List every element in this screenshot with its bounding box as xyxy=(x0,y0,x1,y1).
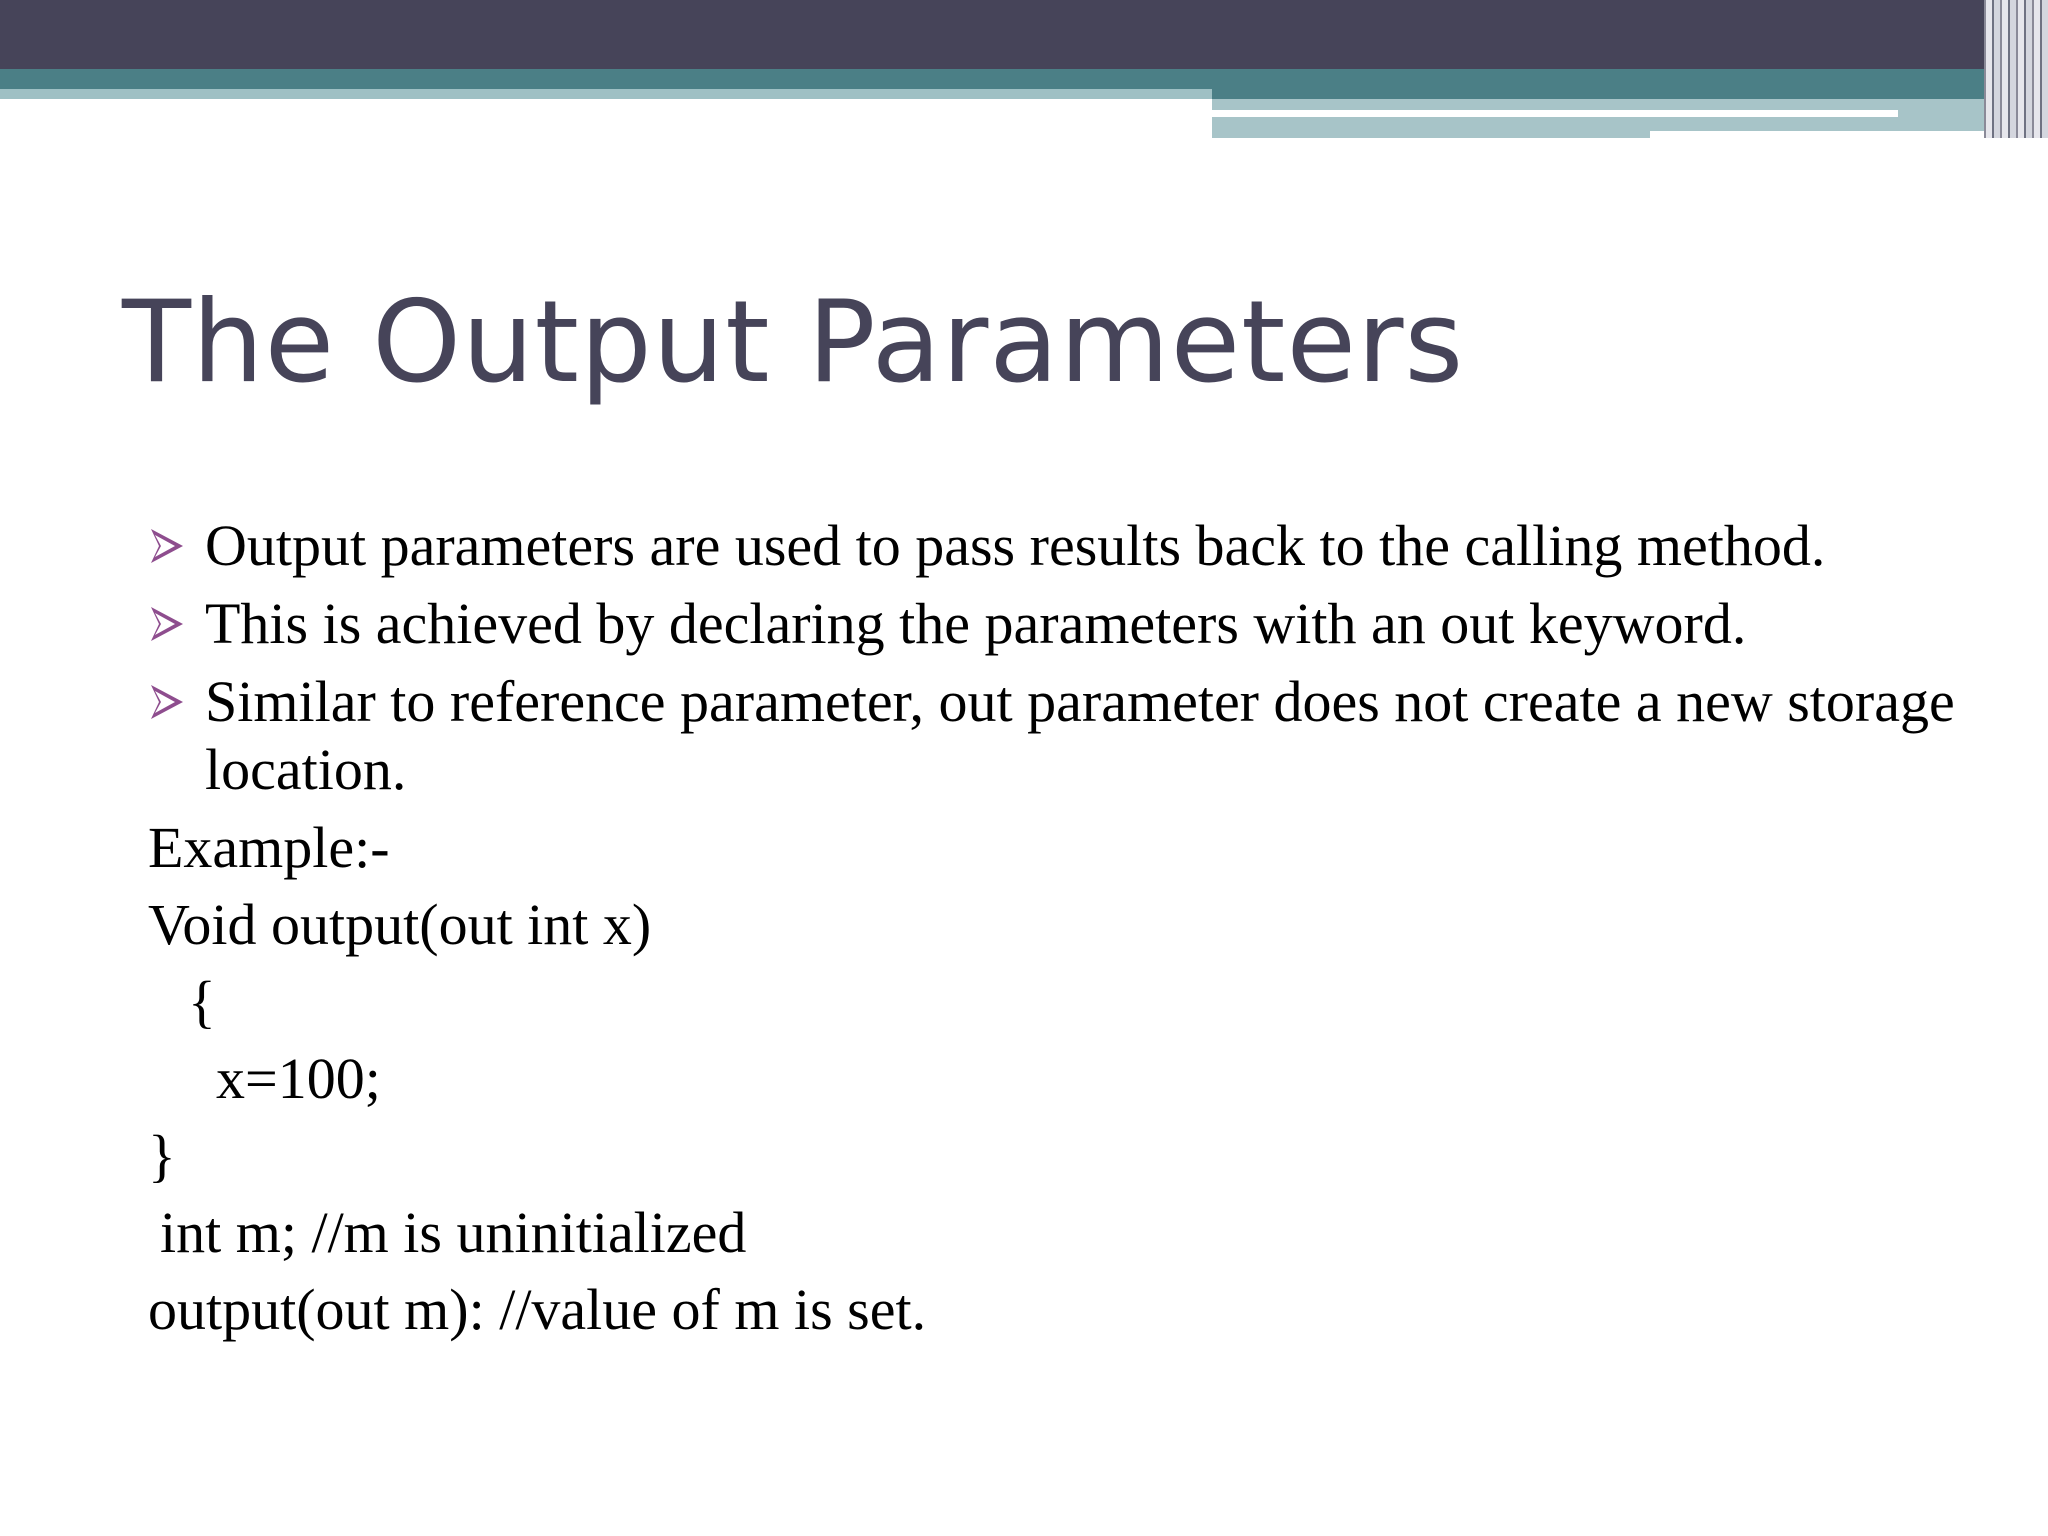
example-label: Example:- xyxy=(148,815,390,880)
arrow-bullet-icon xyxy=(148,682,186,722)
slide-body xyxy=(148,512,1988,1353)
bullet-item xyxy=(148,512,1988,580)
bullet-text: This is achieved by declaring the parameters with an out keyword. xyxy=(205,591,1747,656)
bullet-text: Similar to reference parameter, out parameter does not create a new storage location. xyxy=(205,669,1955,802)
arrow-bullet-icon xyxy=(148,604,186,644)
header-band-teal-right xyxy=(1212,69,2048,99)
code-declaration: int m; //m is uninitialized xyxy=(160,1200,747,1265)
code-call: output(out m): //value of m is set. xyxy=(148,1277,927,1342)
bullet-item xyxy=(148,590,1988,658)
slide-title: The Output Parameters xyxy=(122,276,1465,408)
header-band-teal-left xyxy=(0,69,1212,89)
code-signature: Void output(out int x) xyxy=(148,892,652,957)
bullet-item xyxy=(148,668,1988,804)
header-band-light-left xyxy=(0,89,1212,99)
code-close-brace: } xyxy=(148,1123,176,1188)
header-white-line xyxy=(1212,110,1898,117)
bullet-text: Output parameters are used to pass results back to the calling method. xyxy=(205,513,1826,578)
code-body: x=100; xyxy=(216,1046,381,1111)
code-open-brace: { xyxy=(188,969,216,1034)
header-band-dark xyxy=(0,0,2048,69)
header-stripes-decoration xyxy=(1984,0,2048,138)
arrow-bullet-icon xyxy=(148,526,186,566)
